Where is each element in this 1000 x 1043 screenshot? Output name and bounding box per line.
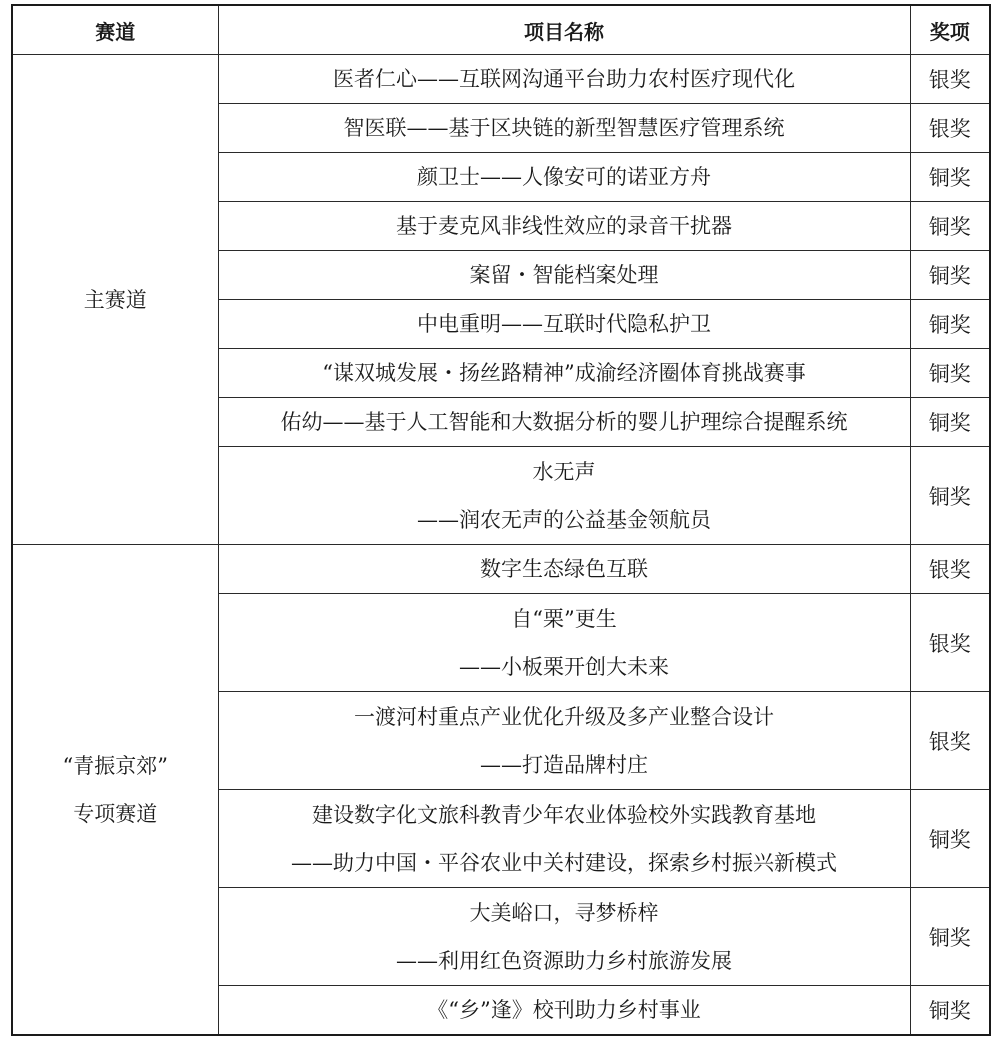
project-name-line: ——助力中国・平谷农业中关村建设，探索乡村振兴新模式 [291, 850, 837, 875]
table-row [12, 545, 990, 594]
project-name-line: 中电重明——互联时代隐私护卫 [417, 312, 711, 336]
project-name-line: 自“栗”更生 [511, 606, 617, 631]
award-cell: 银奖 [910, 692, 990, 790]
project-name-cell [218, 202, 910, 251]
project-name-cell [218, 545, 910, 594]
project-name-cell [218, 104, 910, 153]
project-name-cell [218, 447, 910, 545]
project-name-line: 案留・智能档案处理 [469, 263, 659, 287]
track-cell [12, 545, 218, 1036]
project-name-line: 医者仁心——互联网沟通平台助力农村医疗现代化 [333, 67, 795, 91]
project-name-line: ——利用红色资源助力乡村旅游发展 [396, 948, 732, 973]
award-cell: 铜奖 [910, 349, 990, 398]
project-name-line: 《“乡”逢》校刊助力乡村事业 [427, 998, 701, 1022]
project-name-line: ——打造品牌村庄 [480, 752, 648, 777]
project-name-line: 佑幼——基于人工智能和大数据分析的婴儿护理综合提醒系统 [280, 410, 848, 434]
project-name-line: 水无声 [532, 459, 596, 484]
project-name-line: 颜卫士——人像安可的诺亚方舟 [417, 165, 711, 189]
award-cell: 铜奖 [910, 251, 990, 300]
awards-table [11, 4, 991, 1036]
project-name-line: 数字生态绿色互联 [480, 557, 648, 581]
award-cell: 银奖 [910, 104, 990, 153]
project-name-cell [218, 790, 910, 888]
track-name-line: 专项赛道 [73, 801, 158, 826]
award-cell: 铜奖 [910, 888, 990, 986]
project-name-line: ——润农无声的公益基金领航员 [417, 507, 711, 532]
header-award: 奖项 [910, 5, 990, 55]
project-name-cell [218, 692, 910, 790]
award-cell: 银奖 [910, 594, 990, 692]
project-name-line: ——小板栗开创大未来 [459, 654, 669, 679]
award-cell: 铜奖 [910, 790, 990, 888]
track-name-line: 主赛道 [83, 287, 147, 312]
header-row [12, 5, 990, 55]
project-name-line: “谋双城发展・扬丝路精神”成渝经济圈体育挑战赛事 [322, 361, 806, 385]
award-cell: 铜奖 [910, 986, 990, 1036]
project-name-line: 基于麦克风非线性效应的录音干扰器 [396, 214, 732, 238]
award-cell: 铜奖 [910, 202, 990, 251]
award-cell: 银奖 [910, 545, 990, 594]
table-body [12, 55, 990, 1036]
project-name-cell [218, 153, 910, 202]
project-name-line: 建设数字化文旅科教青少年农业体验校外实践教育基地 [312, 802, 816, 827]
project-name-cell [218, 594, 910, 692]
project-name-line: 智医联——基于区块链的新型智慧医疗管理系统 [343, 116, 785, 140]
project-name-cell [218, 349, 910, 398]
project-name-cell [218, 398, 910, 447]
track-cell [12, 55, 218, 545]
award-cell: 银奖 [910, 55, 990, 104]
project-name-cell [218, 986, 910, 1036]
header-track: 赛道 [12, 5, 218, 55]
award-cell: 铜奖 [910, 398, 990, 447]
project-name-line: 大美峪口，寻梦桥梓 [469, 900, 659, 925]
project-name-line: 一渡河村重点产业优化升级及多产业整合设计 [354, 704, 774, 729]
award-cell: 铜奖 [910, 300, 990, 349]
project-name-cell [218, 300, 910, 349]
project-name-cell [218, 888, 910, 986]
award-cell: 铜奖 [910, 153, 990, 202]
header-project-name: 项目名称 [218, 5, 910, 55]
table-row [12, 55, 990, 104]
track-name-line: “青振京郊” [62, 753, 168, 778]
project-name-cell [218, 251, 910, 300]
project-name-cell [218, 55, 910, 104]
award-cell: 铜奖 [910, 447, 990, 545]
